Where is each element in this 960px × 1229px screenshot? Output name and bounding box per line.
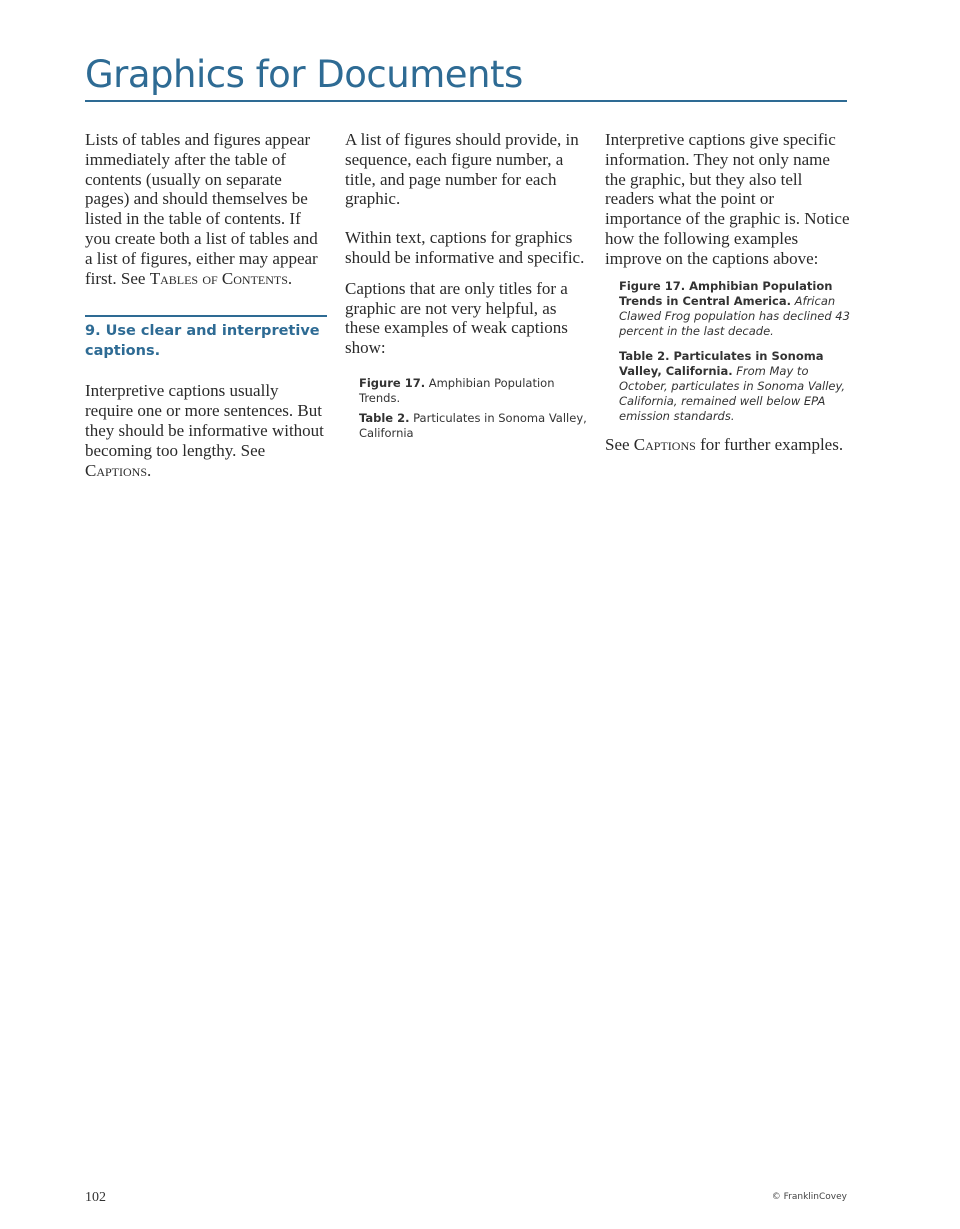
list-of-figures-paragraph: A list of figures should provide, in sequence, each figure number, a title, and page number for each graphic. — [345, 130, 579, 209]
strong-caption-table-label: Table 2. Particulates in Sonoma Valley, California. — [619, 348, 824, 378]
section-heading: 9. Use clear and interpretive captions. — [85, 323, 320, 360]
strong-caption-table-text: From May to October, particulates in Sonoma Valley, California, remained well below EPA emission standards. — [619, 363, 846, 423]
copyright-notice: © FranklinCovey — [771, 1192, 847, 1202]
lists-paragraph-end: . — [287, 268, 293, 288]
strong-caption-figure-label: Figure 17. Amphibian Population Trends in Central America. — [619, 278, 833, 308]
weak-caption-figure-label: Figure 17. — [359, 375, 426, 390]
captions-ref-2: Captions — [633, 434, 696, 454]
further-examples-paragraph — [605, 435, 850, 455]
interpretive-captions-paragraph: Interpretive captions give specific information. They not only name the graphic, but they also tell readers what the point or importance of the graphic is. Notice how the following examples improve on the captions above: — [605, 130, 850, 268]
captions-ref: Captions — [85, 460, 148, 480]
tables-of-contents-ref: Tables of Contents — [149, 268, 288, 288]
interpretive-paragraph-end: . — [147, 460, 152, 480]
column-2 — [345, 130, 590, 441]
weak-caption-figure — [345, 376, 590, 406]
interpretive-paragraph — [85, 381, 327, 480]
column-3 — [605, 130, 850, 454]
strong-caption-figure — [605, 279, 850, 339]
title-rule — [85, 100, 847, 102]
weak-caption-figure-text: Amphibian Population Trends. — [359, 375, 555, 405]
further-examples-end: for further examples. — [695, 434, 844, 454]
page-title: Graphics for Documents — [85, 53, 523, 96]
further-examples-text: See — [605, 434, 634, 454]
within-text-paragraph: Within text, captions for graphics should be informative and specific. — [345, 228, 585, 267]
lists-paragraph-text: Lists of tables and figures appear immediately after the table of contents (usually on separate pages) and should themselves be listed in the table of contents. If you create both a list of tables and a list of figures, either may appear first. See — [85, 130, 318, 288]
interpretive-paragraph-text: Interpretive captions usually require one or more sentences. But they should be informative without becoming too lengthy. See — [85, 381, 324, 460]
weak-caption-table-label: Table 2. — [359, 410, 410, 425]
weak-caption-table — [345, 411, 590, 441]
strong-caption-figure-text: African Clawed Frog population has declined 43 percent in the last decade. — [619, 293, 850, 338]
page-number: 102 — [85, 1190, 106, 1205]
column-1 — [85, 130, 327, 480]
weak-caption-table-text: Particulates in Sonoma Valley, California — [359, 410, 587, 440]
lists-paragraph — [85, 130, 327, 288]
strong-caption-table — [605, 349, 850, 424]
weak-captions-paragraph: Captions that are only titles for a graphic are not very helpful, as these examples of weak captions show: — [345, 278, 568, 358]
section-rule — [85, 315, 327, 317]
